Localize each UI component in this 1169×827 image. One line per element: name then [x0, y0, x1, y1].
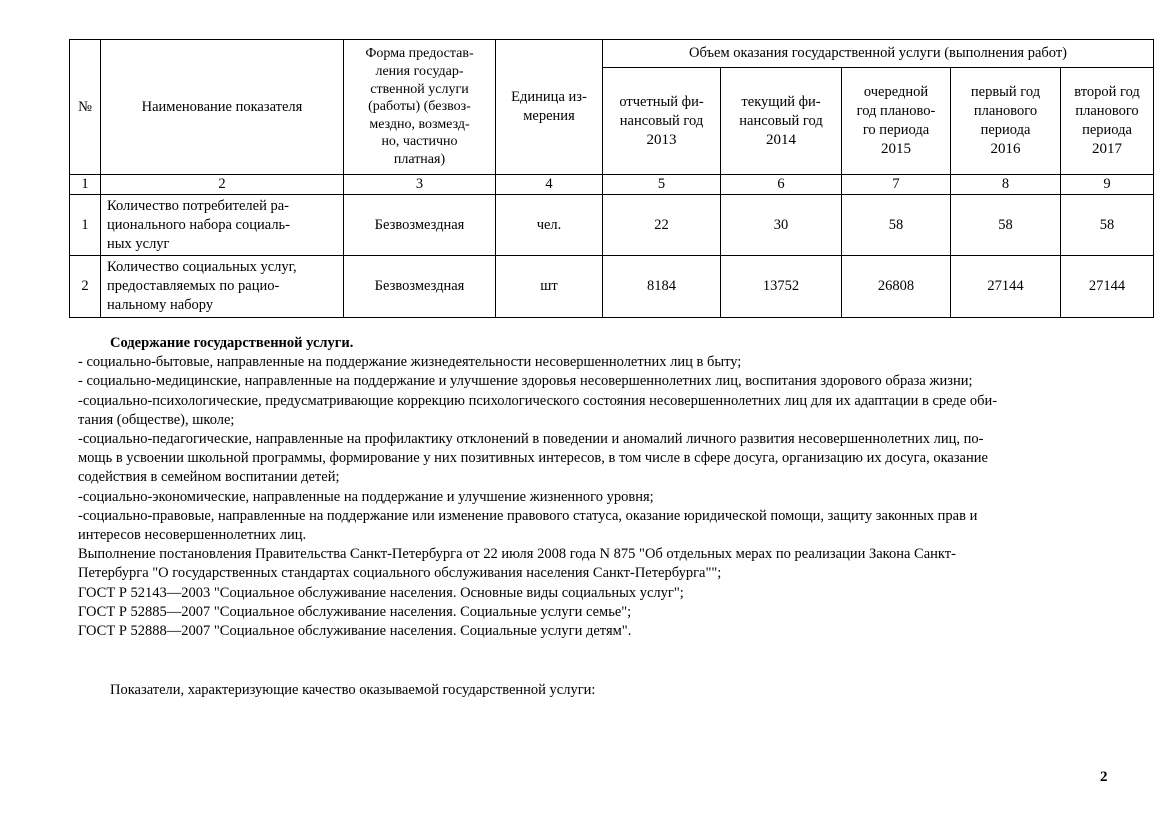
- content-line: -социально-экономические, направленные на поддержание и улучшение жизненного уровня;: [78, 488, 654, 505]
- content-line: Выполнение постановления Правительства Санкт-Петербурга от 22 июля 2008 года N 875 "Об отдельных мерах по реализации Закона Санкт-: [78, 546, 956, 563]
- header-year-2017: второй год планового периода 2017: [1061, 68, 1154, 175]
- column-number: 8: [951, 175, 1061, 195]
- row-unit: шт: [496, 256, 603, 318]
- row-value-2015: 26808: [842, 256, 951, 318]
- header-year-2013: отчетный фи- нансовый год 2013: [603, 68, 721, 175]
- column-number: 2: [101, 175, 344, 195]
- content-line: - социально-медицинские, направленные на поддержание и улучшение здоровья несовершеннолетних лиц, воспитания здорового образа жизни;: [78, 373, 973, 390]
- content-line: - социально-бытовые, направленные на поддержание жизнедеятельности несовершеннолетних лиц в быту;: [78, 354, 742, 371]
- row-num: 2: [70, 256, 101, 318]
- column-number: 1: [70, 175, 101, 195]
- header-unit: Единица из- мерения: [496, 40, 603, 175]
- content-line: мощь в усвоении школьной программы, формирование у них позитивных интересов, в том числе в сфере досуга, организацию их досуга, оказание: [78, 450, 988, 467]
- header-year-2014: текущий фи- нансовый год 2014: [721, 68, 842, 175]
- page-number: 2: [1100, 769, 1108, 785]
- row-value-2014: 13752: [721, 256, 842, 318]
- header-num: №: [70, 40, 101, 175]
- column-numbers-row: [70, 175, 1154, 195]
- content-line: ГОСТ Р 52885—2007 "Социальное обслуживание населения. Социальные услуги семье";: [78, 603, 632, 620]
- content-line: содействия в семейном воспитании детей;: [78, 469, 340, 486]
- content-line: -социально-правовые, направленные на поддержание или изменение правового статуса, оказание юридической помощи, защиту законных прав и: [78, 507, 978, 524]
- content-line: -социально-психологические, предусматривающие коррекцию психологического состояния несовершеннолетних лиц для их адаптации в среде оби-: [78, 392, 998, 409]
- header-year-2016: первый год планового периода 2016: [951, 68, 1061, 175]
- content-line: интересов несовершеннолетних лиц.: [78, 527, 307, 544]
- content-line: ГОСТ Р 52143—2003 "Социальное обслуживание населения. Основные виды социальных услуг";: [78, 584, 684, 601]
- service-volume-table: [69, 39, 1154, 318]
- row-indicator-name: Количество социальных услуг, предоставляемых по рацио- нальному набору: [101, 256, 344, 318]
- row-indicator-name: Количество потребителей ра- ционального набора социаль- ных услуг: [101, 195, 344, 256]
- column-number: 3: [344, 175, 496, 195]
- row-value-2013: 8184: [603, 256, 721, 318]
- row-form: Безвозмездная: [344, 256, 496, 318]
- content-line: -социально-педагогические, направленные на профилактику отклонений в поведении и аномалий личного развития несовершеннолетних лиц, по-: [78, 431, 984, 448]
- section-title: Содержание государственной услуги.: [110, 335, 354, 351]
- column-number: 5: [603, 175, 721, 195]
- column-number: 6: [721, 175, 842, 195]
- row-value-2017: 27144: [1061, 256, 1154, 318]
- row-unit: чел.: [496, 195, 603, 256]
- row-value-2016: 27144: [951, 256, 1061, 318]
- column-number: 9: [1061, 175, 1154, 195]
- row-value-2015: 58: [842, 195, 951, 256]
- header-volume: Объем оказания государственной услуги (выполнения работ): [603, 40, 1154, 68]
- content-line: тания (обществе), школе;: [78, 411, 235, 428]
- header-indicator-name: Наименование показателя: [101, 40, 344, 175]
- header-form: Форма предостав- ления государ- ственной услуги (работы) (безвоз- мездно, возмезд- но, частично платная): [344, 40, 496, 175]
- row-value-2013: 22: [603, 195, 721, 256]
- row-value-2014: 30: [721, 195, 842, 256]
- table-row: [70, 195, 1154, 256]
- row-form: Безвозмездная: [344, 195, 496, 256]
- row-value-2016: 58: [951, 195, 1061, 256]
- content-line: Петербурга "О государственных стандартах социального обслуживания населения Санкт-Петербурга"";: [78, 565, 722, 582]
- row-num: 1: [70, 195, 101, 256]
- quality-heading: Показатели, характеризующие качество оказываемой государственной услуги:: [110, 682, 596, 698]
- header-year-2015: очередной год планово- го периода 2015: [842, 68, 951, 175]
- column-number: 4: [496, 175, 603, 195]
- header-row-top: [70, 40, 1154, 68]
- column-number: 7: [842, 175, 951, 195]
- row-value-2017: 58: [1061, 195, 1154, 256]
- content-line: ГОСТ Р 52888—2007 "Социальное обслуживание населения. Социальные услуги детям".: [78, 623, 632, 640]
- service-content-section: [78, 334, 1138, 641]
- table-row: [70, 256, 1154, 318]
